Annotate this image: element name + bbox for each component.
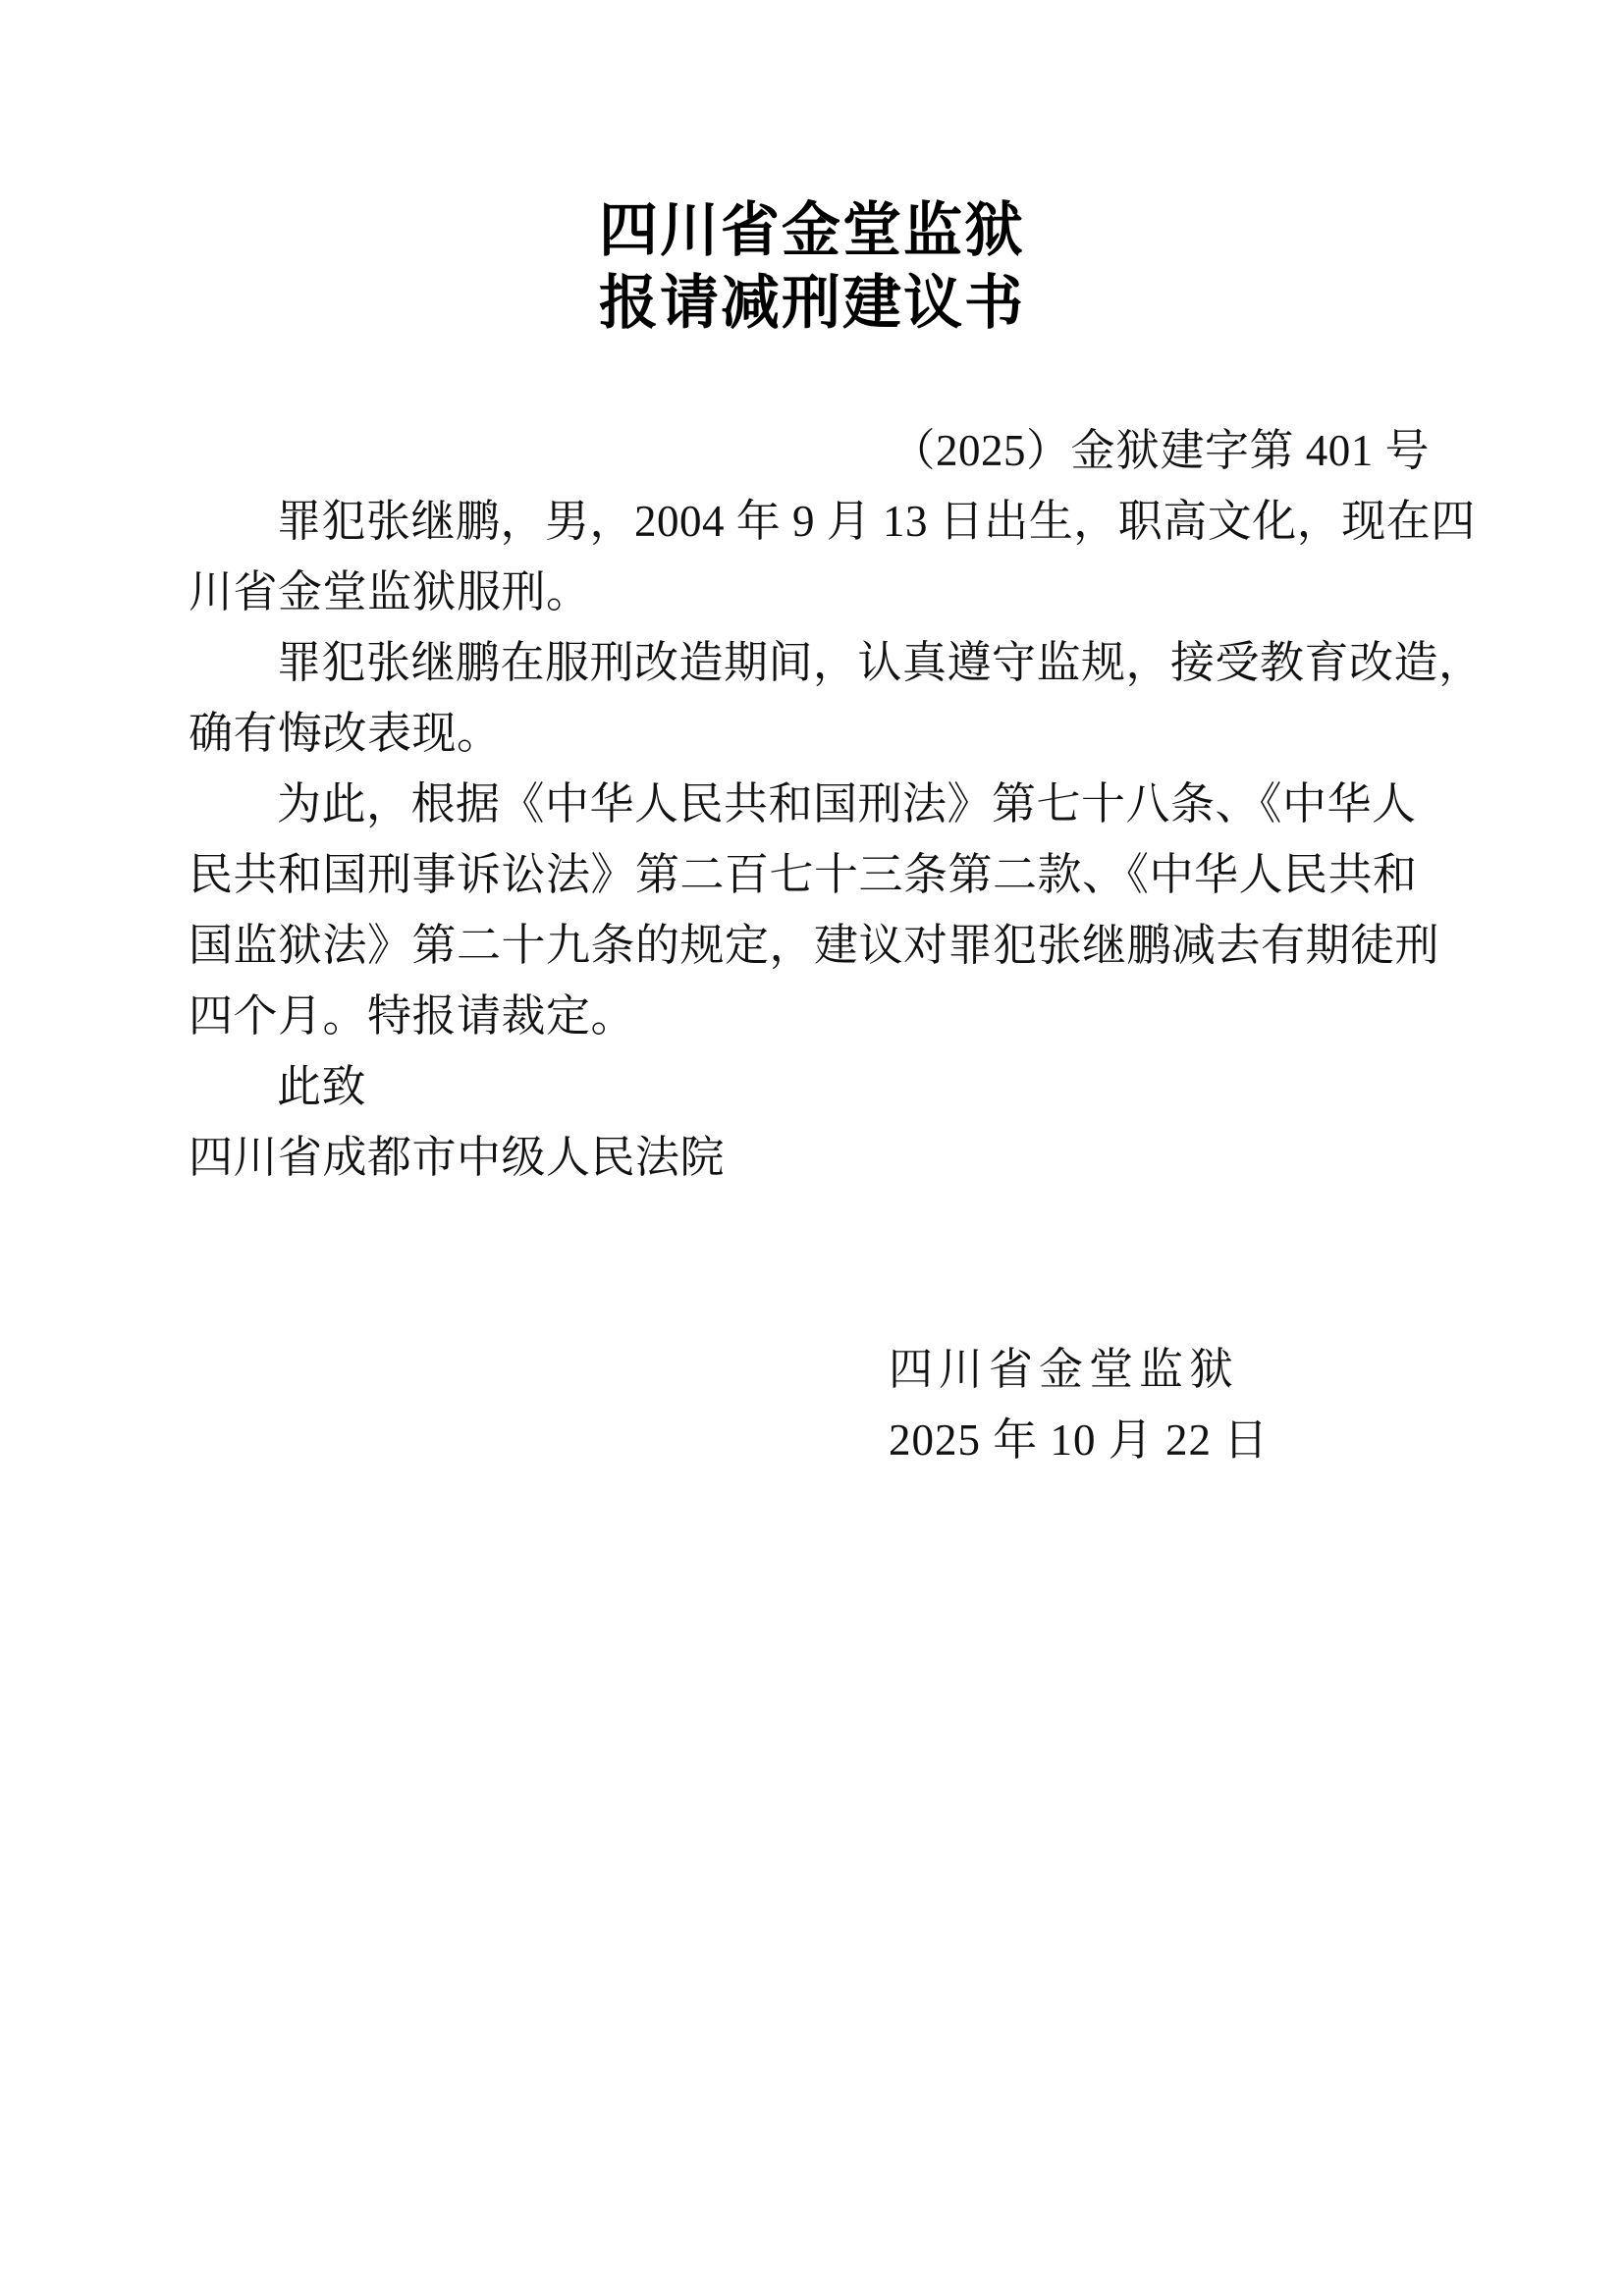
- signature-date: 2025 年 10 月 22 日: [889, 1415, 1270, 1465]
- signature-block: [889, 1334, 1269, 1475]
- title-line-1: 四川省金堂监狱: [599, 197, 1025, 263]
- document-body: [189, 415, 1484, 1193]
- body-line: 国监狱法》第二十九条的规定，建议对罪犯张继鹏减去有期徒刑: [189, 921, 1440, 970]
- body-line: 罪犯张继鹏在服刑改造期间，认真遵守监规，接受教育改造，: [277, 638, 1484, 687]
- body-line: 四个月。特报请裁定。: [189, 991, 636, 1041]
- title-line-2: 报请减刑建议书: [599, 270, 1025, 336]
- body-line: 罪犯张继鹏，男，2004 年 9 月 13 日出生，职高文化，现在四: [277, 497, 1476, 546]
- document-title: [0, 194, 1624, 340]
- recipient-court: 四川省成都市中级人民法院: [189, 1133, 726, 1182]
- body-line: 川省金堂监狱服刑。: [189, 567, 591, 616]
- body-line: 为此，根据《中华人民共和国刑法》第七十八条、《中华人: [277, 779, 1417, 828]
- body-line: 民共和国刑事诉讼法》第二百七十三条第二款、《中华人民共和: [189, 850, 1418, 899]
- salutation: 此致: [277, 1062, 367, 1111]
- body-line: 确有悔改表现。: [189, 709, 502, 758]
- signature-organization: 四川省金堂监狱: [889, 1345, 1240, 1394]
- reference-number: （2025）金狱建字第 401 号: [891, 426, 1430, 475]
